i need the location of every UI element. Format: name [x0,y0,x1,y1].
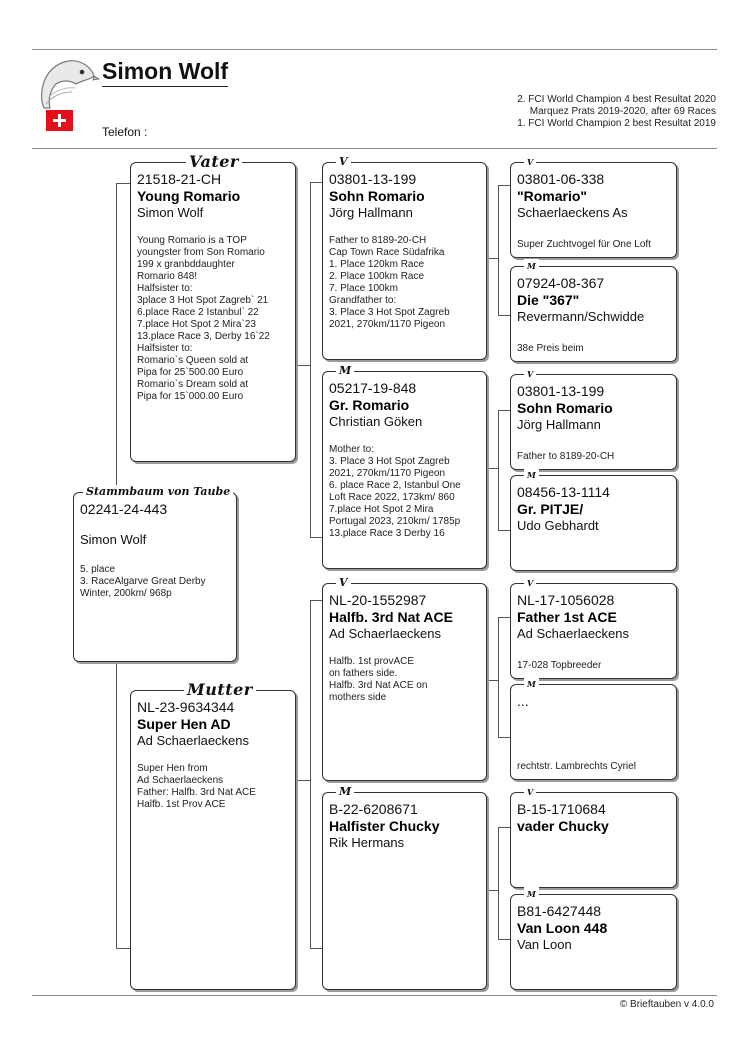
connector [116,183,130,184]
card-tag: V [336,155,351,169]
connector [310,182,311,537]
achievement-line: Marquez Prats 2019-2020, after 69 Races [529,106,716,117]
great-grandparent-card[interactable] [510,374,677,470]
swiss-flag-icon [46,110,73,131]
connector [310,600,322,601]
info: Super Zuchtvogel für One Loft [517,239,651,250]
card-tag: Vater [186,155,242,169]
ring-number: NL-20-1552987 [329,592,427,608]
pigeon-name: Sohn Romario [517,400,613,416]
connector [487,890,498,891]
connector [498,185,510,186]
card-tag: V [524,785,536,799]
connector [310,182,322,183]
connector [487,258,498,259]
info: 38e Preis beim [517,343,584,354]
owner: Ad Schaerlaeckens [329,626,442,641]
connector [498,185,499,315]
info: Halfb. 1st provACE on fathers side. Halfb. 3rd Nat ACE on mothers side [329,656,428,703]
ring-number: 21518-21-CH [137,171,222,187]
connector [498,827,499,939]
footer-rule [32,995,717,996]
card-tag: Mutter [184,683,256,697]
owner: Simon Wolf [80,532,147,547]
subject-pigeon-card[interactable] [73,492,237,662]
connector [487,468,498,469]
owner: Simon Wolf [137,205,204,220]
card-tag: M [336,785,354,799]
pigeon-name: Halfister Chucky [329,818,440,834]
connector [298,780,310,781]
owner: Schaerlaeckens As [517,205,628,220]
connector [498,315,510,316]
card-tag: Stammbaum von Taube [83,485,233,499]
info: rechtstr. Lambrechts Cyriel [517,761,636,772]
ring-number: B-15-1710684 [517,801,606,817]
ring-number: B-22-6208671 [329,801,418,817]
connector [487,680,498,681]
card-tag: V [524,367,536,381]
info: Young Romario is a TOP youngster from Son Romario 199 x granbddaughter Romario 848! Halfsister to: 3place 3 Hot Spot Zagreb` 21 6.place Race 2 Istanbul` 22 7.place Hot Spot 2 Mira`23 13.place Race 3, Derby 16`22 Halfsister to: Romario`s Queen sold at Pipa for 25`500.00 Euro Romario`s Dream sold at Pipa for 15`000.00 Euro [137,235,270,402]
great-grandparent-card[interactable] [510,475,677,571]
connector [498,737,510,738]
ring-number: 03801-13-199 [517,383,605,399]
connector [310,948,322,949]
top-rule [32,49,717,50]
owner: Ad Schaerlaeckens [517,626,630,641]
card-tag: M [524,677,539,691]
connector [498,410,510,411]
owner: Van Loon [517,937,572,952]
connector [498,410,499,530]
great-grandparent-card[interactable] [510,162,677,258]
connector [298,365,310,366]
ring-number: 03801-06-338 [517,171,605,187]
ring-number: NL-23-9634344 [137,699,235,715]
pigeon-name: Van Loon 448 [517,920,608,936]
pigeon-name: Gr. PITJE/ [517,501,584,517]
achievement-line: 1. FCI World Champion 2 best Resultat 2019 [517,118,716,129]
header-rule [32,148,717,149]
great-grandparent-card[interactable] [510,684,677,780]
great-grandparent-card[interactable] [510,266,677,362]
info: 17-028 Topbreeder [517,660,602,671]
ring-number: 03801-13-199 [329,171,417,187]
card-tag: M [336,364,354,378]
owner: Jörg Hallmann [517,417,601,432]
owner: Revermann/Schwidde [517,309,645,324]
pigeon-head-icon [36,54,100,110]
maternal-grandfather-card[interactable] [322,583,487,781]
pigeon-name: "Romario" [517,188,588,204]
pigeon-name: vader Chucky [517,818,609,834]
owner: Christian Göken [329,414,423,429]
achievement-line: 2. FCI World Champion 4 best Resultat 2020 [517,94,716,105]
paternal-grandmother-card[interactable] [322,371,487,569]
maternal-grandmother-card[interactable] [322,792,487,990]
info: Super Hen from Ad Schaerlaeckens Father: Halfb. 3rd Nat ACE Halfb. 1st Prov ACE [137,763,256,810]
pigeon-name: Halfb. 3rd Nat ACE [329,609,453,625]
mother-card[interactable] [130,690,296,990]
paternal-grandfather-card[interactable] [322,162,487,360]
connector [498,939,510,940]
connector [116,948,130,949]
pigeon-name: Die "367" [517,292,580,308]
connector [498,827,510,828]
ring-number: 07924-08-367 [517,275,605,291]
connector [310,600,311,948]
card-tag: M [524,468,539,482]
owner-name: Simon Wolf [102,58,228,87]
connector [498,617,510,618]
pigeon-name: Sohn Romario [329,188,425,204]
card-tag: V [336,576,351,590]
ring-number: 08456-13-1114 [517,484,610,500]
connector [498,617,499,737]
father-card[interactable] [130,162,296,462]
ring-number: 02241-24-443 [80,501,168,517]
ring-number: ... [517,693,529,709]
info: 5. place 3. RaceAlgarve Great Derby Winter, 200km/ 968p [80,564,206,599]
info: Father to 8189-20-CH Cap Town Race Südafrika 1. Place 120km Race 2. Place 100km Race 7. Place 100km Grandfather to: 3. Place 3 Hot Spot Zagreb 2021, 270km/1170 Pigeon [329,235,450,330]
card-tag: V [524,576,536,590]
great-grandparent-card[interactable] [510,792,677,888]
achievements [517,94,716,130]
pigeon-name: Young Romario [137,188,241,204]
great-grandparent-card[interactable] [510,894,677,990]
pigeon-name: Super Hen AD [137,716,231,732]
info: Father to 8189-20-CH [517,451,615,462]
card-tag: M [524,259,539,273]
ring-number: 05217-19-848 [329,380,417,396]
owner: Rik Hermans [329,835,405,850]
copyright-text: © Brieftauben v 4.0.0 [619,999,714,1010]
card-tag: M [524,887,539,901]
owner: Jörg Hallmann [329,205,413,220]
ring-number: NL-17-1056028 [517,592,615,608]
owner: Udo Gebhardt [517,518,599,533]
info: Mother to: 3. Place 3 Hot Spot Zagreb 2021, 270km/1170 Pigeon 6. place Race 2, Istanbul One Loft Race 2022, 173km/ 860 7.place Hot Spot 2 Mira Portugal 2023, 210km/ 1785p 13.place Race 3 Derby 16 [329,444,461,539]
card-tag: V [524,155,536,169]
connector [498,530,510,531]
pigeon-name: Gr. Romario [329,397,410,413]
owner: Ad Schaerlaeckens [137,733,250,748]
pigeon-name: Father 1st ACE [517,609,617,625]
connector [310,537,322,538]
great-grandparent-card[interactable] [510,583,677,679]
telefon-label: Telefon : [102,125,148,139]
ring-number: B81-6427448 [517,903,602,919]
